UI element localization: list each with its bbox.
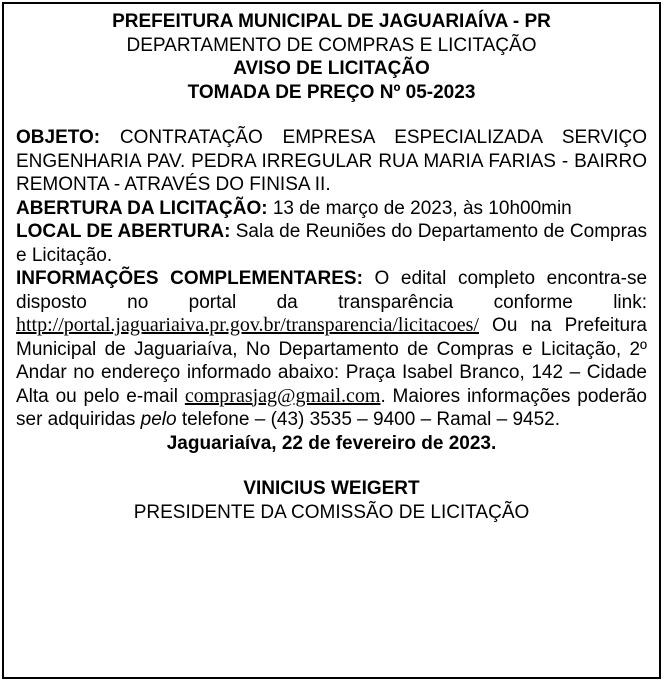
email-link[interactable]: comprasjag@gmail.com [184, 384, 381, 407]
local-paragraph [16, 220, 647, 267]
informacoes-text-2: Ou na Prefeitura Municipal de Jaguariaíva, No Departamento de Compras e Licitação, 2º Andar no endereço informado abaixo: Praça Isabel Branco, 142 – Cidade Alta ou pelo e-mail [16, 315, 647, 407]
spacer [16, 104, 647, 126]
abertura-label: ABERTURA DA LICITAÇÃO: [16, 197, 268, 219]
spacer [16, 455, 647, 477]
transparency-portal-link[interactable]: http://portal.jaguariaiva.pr.gov.br/transparencia/licitacoes/ [16, 314, 479, 336]
abertura-paragraph [16, 197, 647, 221]
informacoes-label: INFORMAÇÕES COMPLEMENTARES: [16, 268, 363, 289]
local-text: Sala de Reuniões do Departamento de Compras e Licitação. [16, 221, 647, 266]
informacoes-paragraph [16, 267, 647, 432]
notice-header [16, 10, 647, 104]
objeto-paragraph [16, 126, 647, 197]
objeto-text: CONTRATAÇÃO EMPRESA ESPECIALIZADA SERVIÇO ENGENHARIA PAV. PEDRA IRREGULAR RUA MARIA FARIAS - BAIRRO REMONTA - ATRAVÉS DO FINISA II. [16, 127, 647, 195]
informacoes-text-3: . Maiores informações poderão ser adquiridas [16, 385, 647, 430]
informacoes-italic-word: pelo [140, 409, 177, 430]
informacoes-text: O edital completo encontra-se disposto no portal da transparência conforme link: [16, 268, 648, 313]
objeto-label: OBJETO: [16, 127, 101, 148]
tender-number: TOMADA DE PREÇO Nº 05-2023 [187, 81, 476, 103]
notice-title: AVISO DE LICITAÇÃO [233, 58, 430, 79]
org-title: PREFEITURA MUNICIPAL DE JAGUARIAÍVA - PR [112, 11, 551, 32]
licitation-notice [2, 2, 661, 679]
local-label: LOCAL DE ABERTURA: [16, 221, 231, 242]
date-line: Jaguariaíva, 22 de fevereiro de 2023. [166, 432, 497, 454]
abertura-text: 13 de março de 2023, às 10h00min [272, 197, 572, 219]
signatory-name: VINICIUS WEIGERT [243, 478, 420, 499]
signature-block [16, 477, 647, 524]
department-title: DEPARTAMENTO DE COMPRAS E LICITAÇÃO [126, 34, 537, 56]
signatory-role: PRESIDENTE DA COMISSÃO DE LICITAÇÃO [133, 501, 530, 523]
informacoes-text-4: telefone – (43) 3535 – 9400 – Ramal – 9452. [181, 409, 560, 430]
